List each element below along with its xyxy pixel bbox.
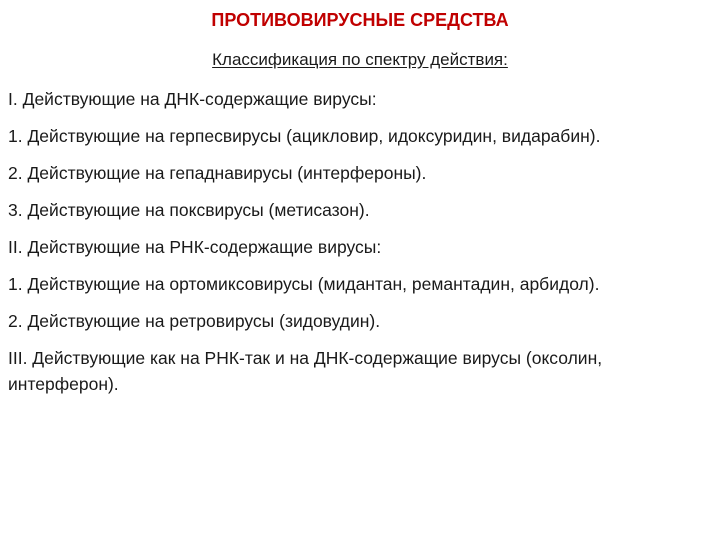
list-item-retroviruses: 2. Действующие на ретровирусы (зидовудин).: [8, 311, 381, 331]
list-item-poxviruses: 3. Действующие на поксвирусы (метисазон).: [8, 200, 370, 220]
slide-title: ПРОТИВОВИРУСНЫЕ СРЕДСТВА: [211, 10, 509, 30]
list-item-rna-and-dna-viruses: III. Действующие как на РНК-так и на ДНК-содержащие вирусы (оксолин, интерферон).: [8, 348, 603, 394]
list-item-rna-viruses: II. Действующие на РНК-содержащие вирусы:: [8, 237, 382, 257]
list-item-herpesviruses: 1. Действующие на герпесвирусы (ацикловир, идоксуридин, видарабин).: [8, 126, 601, 146]
list-item-hepadnaviruses: 2. Действующие на гепаднавирусы (интерфероны).: [8, 163, 427, 183]
list-item-orthomyxoviruses: 1. Действующие на ортомиксовирусы (мидантан, ремантадин, арбидол).: [8, 274, 600, 294]
list-item-dna-viruses: I. Действующие на ДНК-содержащие вирусы:: [8, 89, 377, 109]
classification-list: [8, 86, 708, 408]
slide-subtitle: Классификация по спектру действия:: [212, 50, 508, 69]
